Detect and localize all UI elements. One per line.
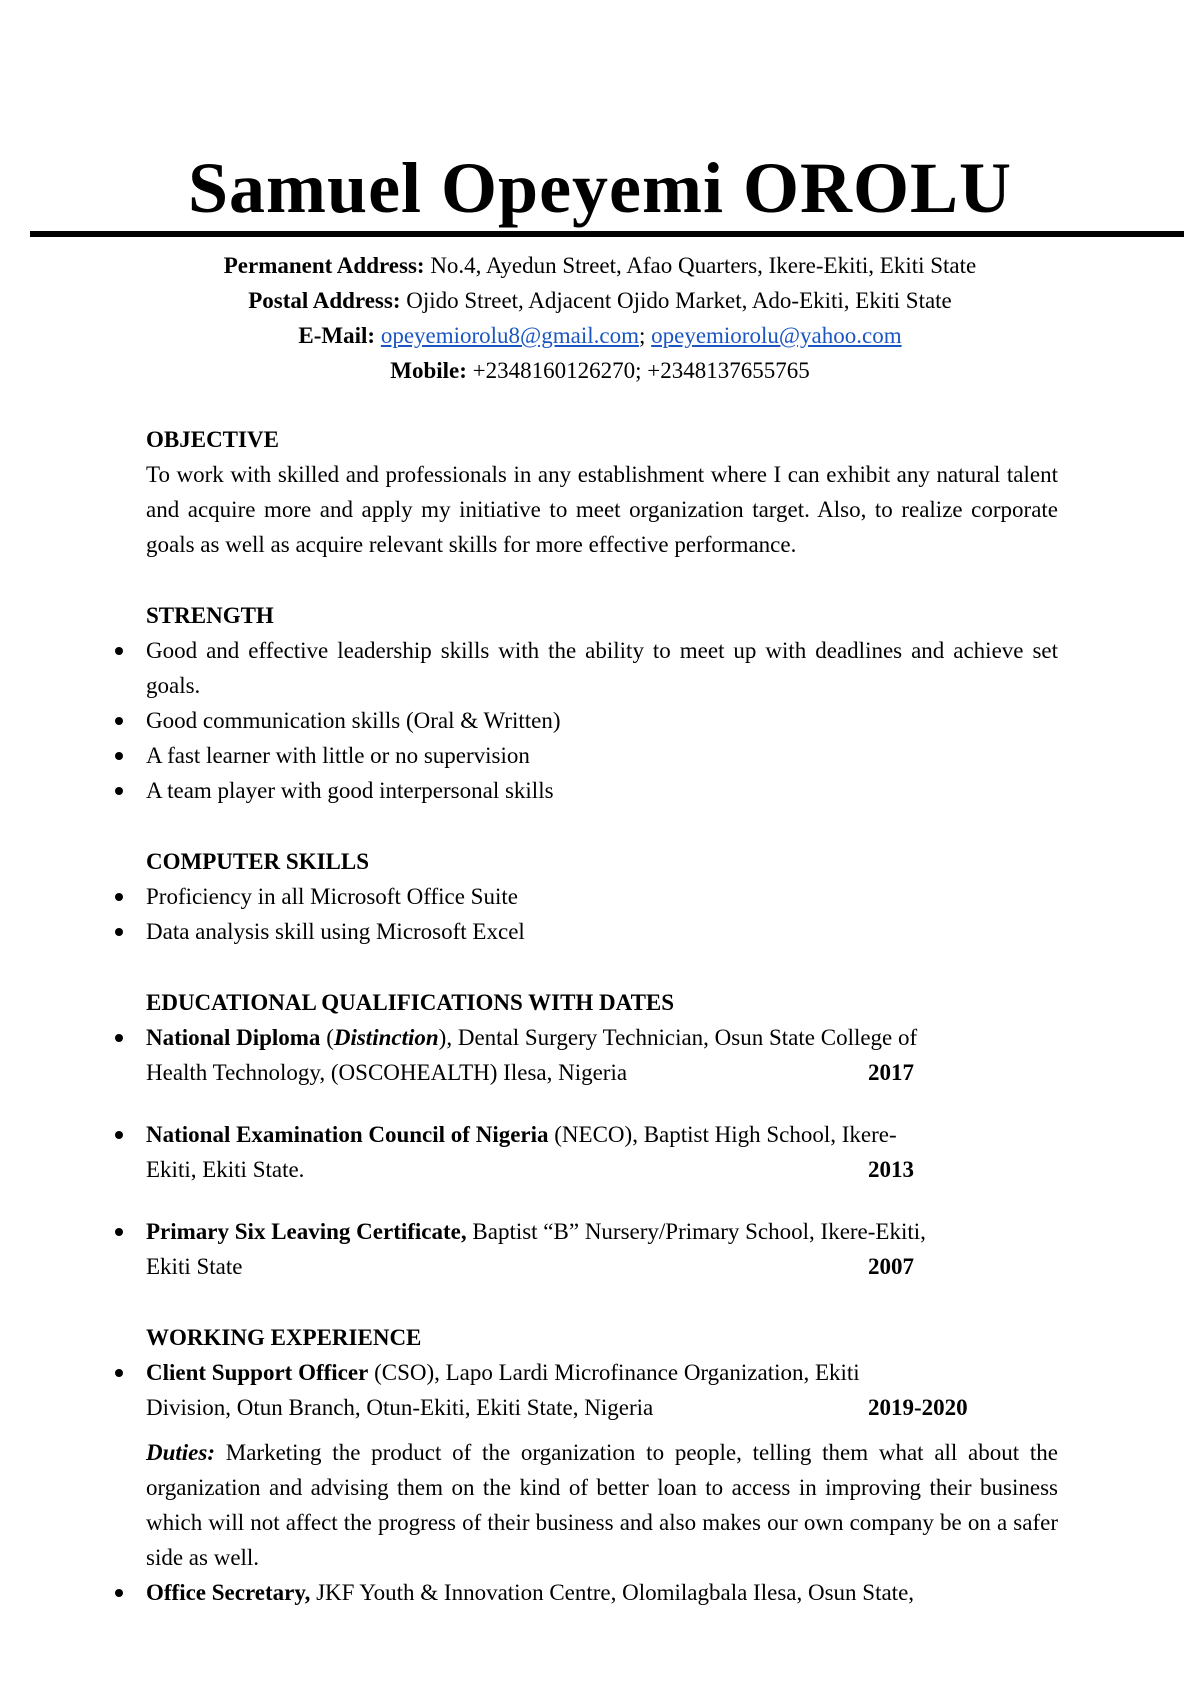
computer-skills-heading: COMPUTER SKILLS — [146, 849, 370, 874]
education-item-last-line — [146, 1055, 1058, 1090]
experience-item-first-line — [146, 1355, 1058, 1390]
strength-list — [146, 633, 1058, 808]
experience-list — [146, 1355, 1058, 1610]
list-item: A fast learner with little or no supervision — [146, 738, 1058, 773]
job-details: JKF Youth & Innovation Centre, Olomilagbala Ilesa, Osun State, — [310, 1580, 915, 1605]
experience-heading: WORKING EXPERIENCE — [146, 1325, 422, 1350]
candidate-name: Samuel Opeyemi OROLU — [188, 148, 1012, 228]
education-item-first-line — [146, 1020, 1058, 1055]
education-item-first-line — [146, 1117, 1058, 1152]
mobile-value: +2348160126270; +2348137655765 — [472, 358, 810, 383]
education-item — [146, 1214, 1058, 1284]
experience-item — [146, 1355, 1058, 1575]
qualification-title: National Examination Council of Nigeria — [146, 1122, 549, 1147]
email-link-yahoo[interactable]: opeyemiorolu@yahoo.com — [651, 323, 902, 348]
experience-item — [146, 1575, 1058, 1610]
education-item — [146, 1117, 1058, 1187]
objective-text: To work with skilled and professionals in any establishment where I can exhibit any natural talent and acquire more and apply my initiative to meet organization target. Also, to realize corporate goals as well as acquire relevant skills for more effective performance. — [146, 462, 1058, 557]
qualification-institution: Health Technology, (OSCOHEALTH) Ilesa, Nigeria — [146, 1060, 628, 1085]
paren-open: ( — [320, 1025, 334, 1050]
mobile-line — [0, 353, 1200, 388]
qualification-details: Baptist “B” Nursery/Primary School, Ikere-Ekiti, — [466, 1219, 926, 1244]
mobile-label: Mobile: — [390, 358, 467, 383]
list-item: Proficiency in all Microsoft Office Suite — [146, 879, 1058, 914]
permanent-address-label: Permanent Address: — [223, 253, 425, 278]
name-underline-rule — [30, 231, 1184, 237]
postal-address-label: Postal Address: — [248, 288, 401, 313]
job-years: 2019-2020 — [868, 1395, 968, 1420]
qualification-year: 2017 — [868, 1060, 914, 1085]
list-item: Good communication skills (Oral & Written) — [146, 703, 1058, 738]
education-item-last-line — [146, 1152, 1058, 1187]
contact-block — [0, 248, 1200, 388]
email-separator: ; — [638, 323, 646, 348]
permanent-address-value: No.4, Ayedun Street, Afao Quarters, Ikere-Ekiti, Ekiti State — [430, 253, 977, 278]
email-line — [0, 318, 1200, 353]
experience-item-last-line — [146, 1390, 1058, 1425]
qualification-details: ), Dental Surgery Technician, Osun State College of — [438, 1025, 918, 1050]
qualification-title: Primary Six Leaving Certificate, — [146, 1219, 467, 1244]
email-label: E-Mail: — [298, 323, 376, 348]
qualification-institution: Ekiti State — [146, 1254, 243, 1279]
duties-text: Marketing the product of the organization to people, telling them what all about the organization and advising them on the kind of better loan to access in improving their business which will not affect the progress of their business and also makes our own company be on a safer side as well. — [146, 1440, 1058, 1570]
education-item-last-line — [146, 1249, 1058, 1284]
email-link-gmail[interactable]: opeyemiorolu8@gmail.com — [380, 323, 639, 348]
permanent-address-line — [0, 248, 1200, 283]
qualification-details: (NECO), Baptist High School, Ikere- — [548, 1122, 897, 1147]
postal-address-value: Ojido Street, Adjacent Ojido Market, Ado-Ekiti, Ekiti State — [406, 288, 952, 313]
education-item — [146, 1020, 1058, 1090]
list-item: Good and effective leadership skills with the ability to meet up with deadlines and achieve set goals. — [146, 633, 1058, 703]
education-item-first-line — [146, 1214, 1058, 1249]
qualification-grade: Distinction — [333, 1025, 439, 1050]
strength-heading: STRENGTH — [146, 603, 274, 628]
job-details: (CSO), Lapo Lardi Microfinance Organization, Ekiti — [368, 1360, 860, 1385]
resume-body — [146, 422, 1058, 1610]
qualification-year: 2013 — [868, 1157, 914, 1182]
objective-heading: OBJECTIVE — [146, 427, 279, 452]
experience-item-first-line — [146, 1575, 1058, 1610]
qualification-institution: Ekiti, Ekiti State. — [146, 1157, 305, 1182]
job-title: Client Support Officer — [146, 1360, 369, 1385]
qualification-year: 2007 — [868, 1254, 914, 1279]
list-item: Data analysis skill using Microsoft Excel — [146, 914, 1058, 949]
education-heading: EDUCATIONAL QUALIFICATIONS WITH DATES — [146, 990, 675, 1015]
job-duties — [146, 1435, 1058, 1575]
list-item: A team player with good interpersonal skills — [146, 773, 1058, 808]
computer-skills-list — [146, 879, 1058, 949]
postal-address-line — [0, 283, 1200, 318]
job-location: Division, Otun Branch, Otun-Ekiti, Ekiti State, Nigeria — [146, 1395, 654, 1420]
job-title: Office Secretary, — [146, 1580, 311, 1605]
duties-label: Duties: — [146, 1440, 215, 1465]
qualification-title: National Diploma — [146, 1025, 321, 1050]
education-list — [146, 1020, 1058, 1284]
